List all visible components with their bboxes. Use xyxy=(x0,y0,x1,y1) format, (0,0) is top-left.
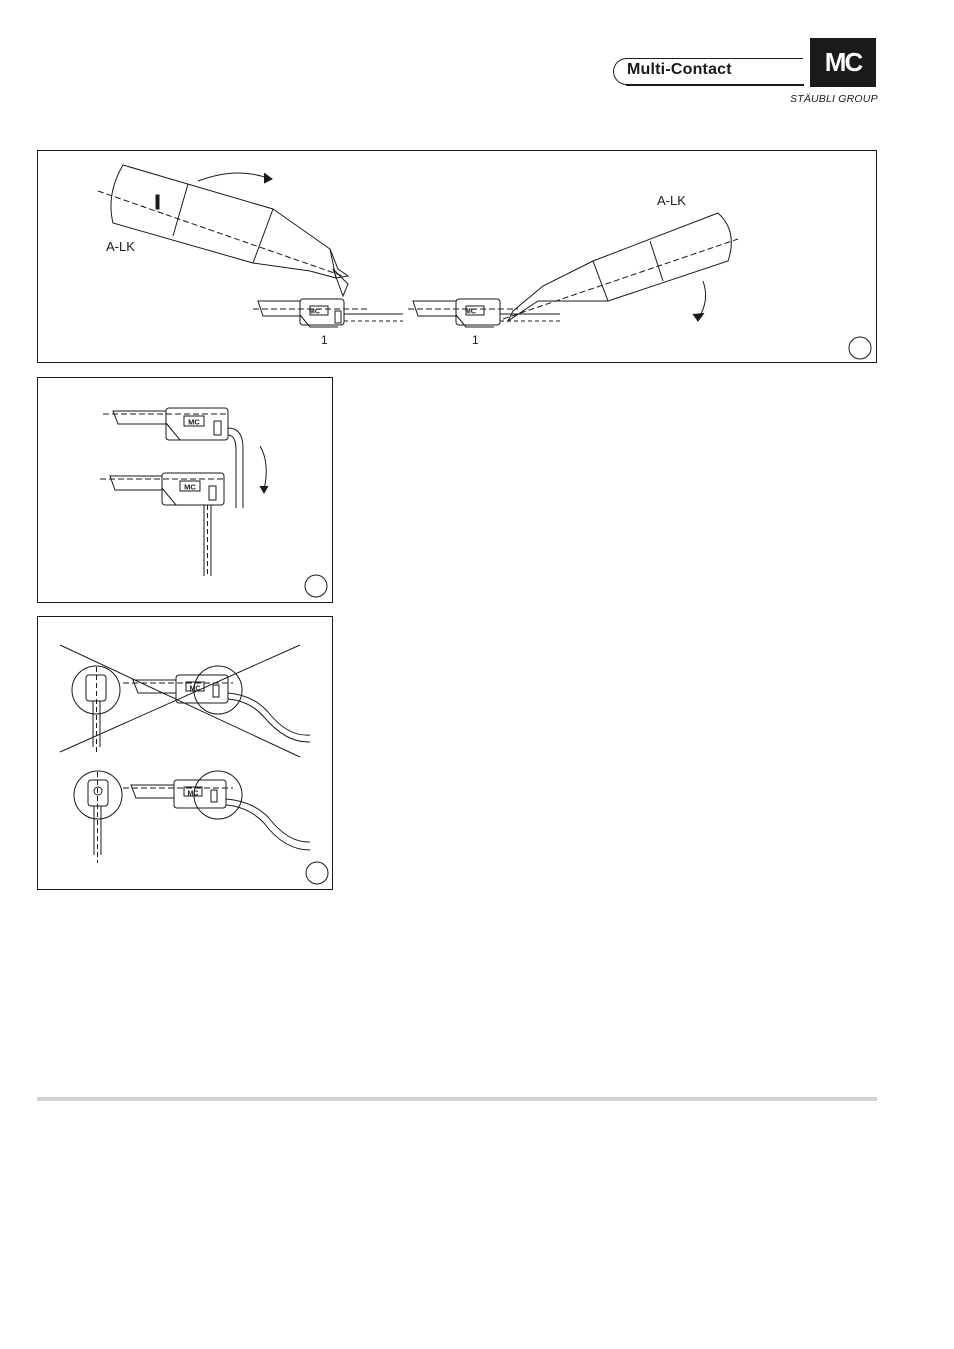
figure-2-panel xyxy=(37,377,333,603)
part-label-left: 1 xyxy=(321,333,328,347)
connector-lower xyxy=(100,473,224,576)
correct-example xyxy=(74,771,310,863)
tool-label-right: A-LK xyxy=(657,193,686,208)
footer-rule xyxy=(37,1097,877,1101)
brand-underline xyxy=(626,84,804,86)
figure-2-illustration xyxy=(38,378,334,604)
connector-logo-correct: MC xyxy=(187,790,199,798)
connector-left xyxy=(253,299,403,327)
connector-logo-left: MC xyxy=(309,308,320,316)
tool-right xyxy=(503,213,738,321)
part-label-right: 1 xyxy=(472,333,479,347)
connector-logo-right: MC xyxy=(465,308,476,316)
figure-1-panel xyxy=(37,150,877,363)
mc-logo: MC xyxy=(810,38,876,87)
tool-label-left: A-LK xyxy=(106,239,135,254)
connector-logo-upper: MC xyxy=(188,417,200,427)
figure-3-panel xyxy=(37,616,333,890)
connector-logo-lower: MC xyxy=(184,482,196,492)
connector-logo-incorrect: MC xyxy=(189,685,201,693)
figure-1-step-marker xyxy=(849,337,871,359)
brand-name: Multi-Contact xyxy=(627,61,732,78)
figure-3-illustration xyxy=(38,617,334,891)
figure-1-illustration xyxy=(38,151,878,364)
tool-left xyxy=(98,165,348,296)
figure-3-step-marker xyxy=(306,862,328,884)
figure-2-step-marker xyxy=(305,575,327,597)
incorrect-example xyxy=(60,645,310,757)
group-name: STÄUBLI GROUP xyxy=(790,93,878,105)
connector-right xyxy=(408,299,560,327)
